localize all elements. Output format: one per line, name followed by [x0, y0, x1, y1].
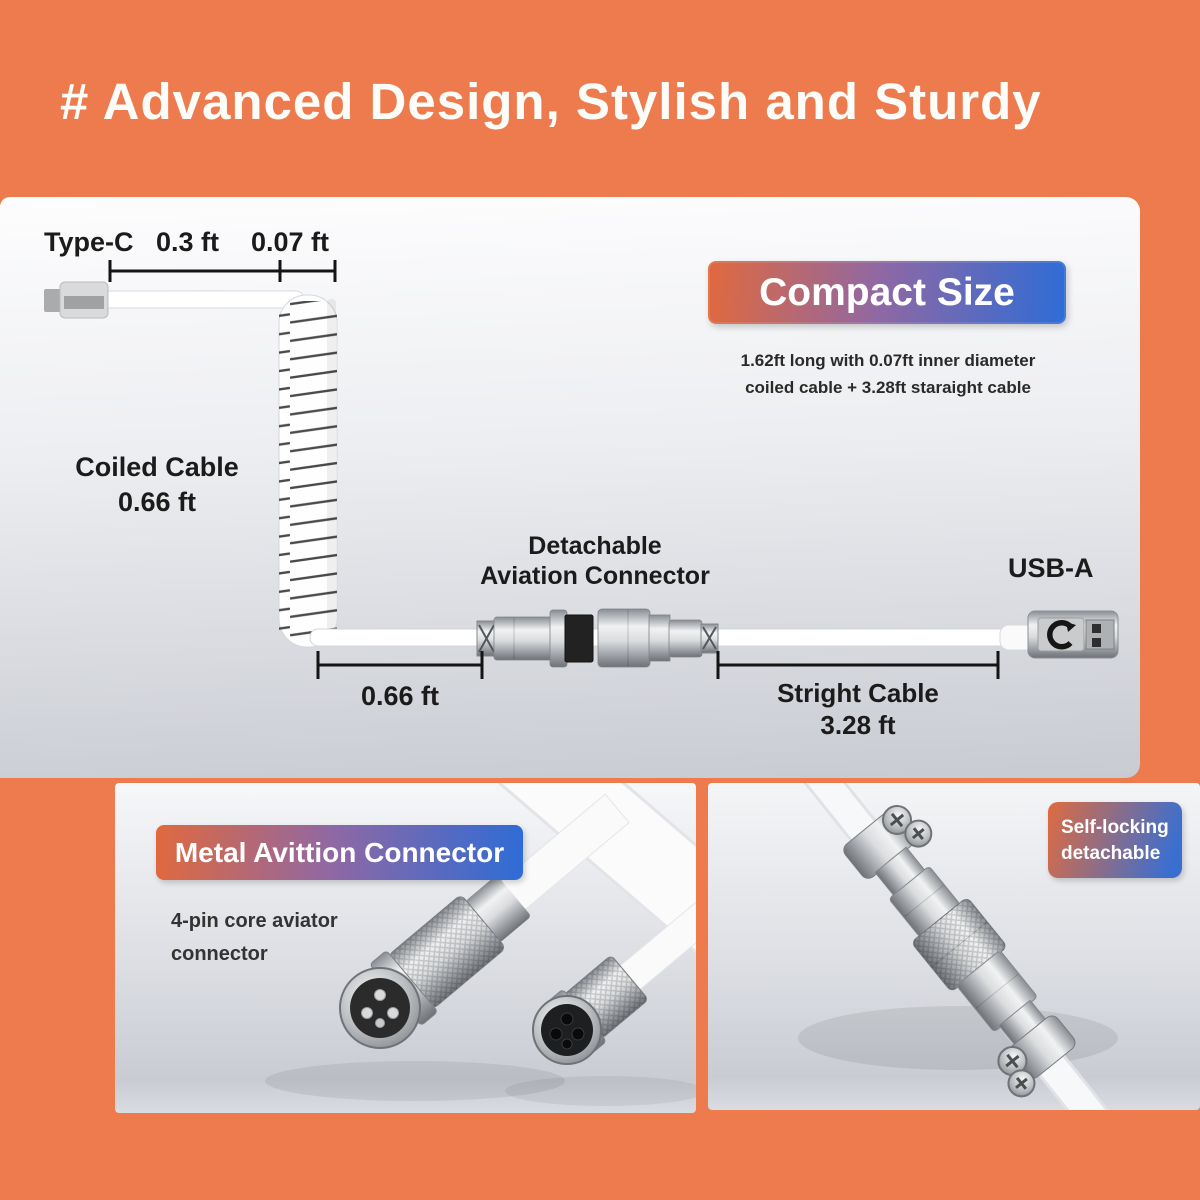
compact-size-description-line1: 1.62ft long with 0.07ft inner diameter — [740, 351, 1036, 370]
metal-connector-description-line1: 4-pin core aviator — [171, 910, 338, 932]
coiled-cable-label-line2: 0.66 ft — [117, 487, 197, 517]
aviation-connector-label — [430, 531, 760, 591]
main-diagram-panel — [0, 197, 1140, 778]
coiled-cable-label — [37, 450, 277, 520]
coiled-cable-label-line1: Coiled Cable — [75, 452, 239, 482]
metal-connector-panel — [115, 783, 696, 1113]
type-c-connector — [44, 282, 108, 318]
straight-cable-label-line2: 3.28 ft — [820, 710, 896, 740]
coiled-cable — [279, 295, 337, 647]
top-measure-03ft: 0.3 ft — [156, 227, 220, 257]
self-locking-panel — [708, 783, 1200, 1110]
metal-connector-banner: Metal Avittion Connector — [156, 825, 523, 880]
bottom-measure-066ft: 0.66 ft — [360, 681, 440, 711]
compact-size-description — [706, 347, 1070, 401]
metal-connector-description-line2: connector — [171, 943, 268, 965]
self-locking-badge — [1048, 802, 1182, 878]
aviation-connector-label-line1: Detachable — [528, 532, 662, 560]
self-locking-badge-line1: Self-locking — [1061, 817, 1169, 838]
page-title: # Advanced Design, Stylish and Sturdy — [60, 73, 1042, 130]
type-c-label: Type-C — [44, 227, 134, 257]
aviation-connector-label-line2: Aviation Connector — [480, 562, 710, 590]
straight-cable-label-line1: Stright Cable — [777, 678, 939, 708]
straight-cable-label — [748, 677, 968, 741]
self-locking-badge-line2: detachable — [1061, 843, 1161, 864]
metal-connector-description — [171, 905, 338, 971]
compact-size-description-line2: coiled cable + 3.28ft staraight cable — [745, 378, 1031, 397]
usb-a-connector — [1028, 611, 1118, 658]
top-measure-007ft: 0.07 ft — [251, 227, 330, 257]
usb-a-label: USB-A — [1008, 553, 1094, 583]
compact-size-banner: Compact Size — [708, 261, 1066, 324]
top-cable — [98, 291, 304, 308]
